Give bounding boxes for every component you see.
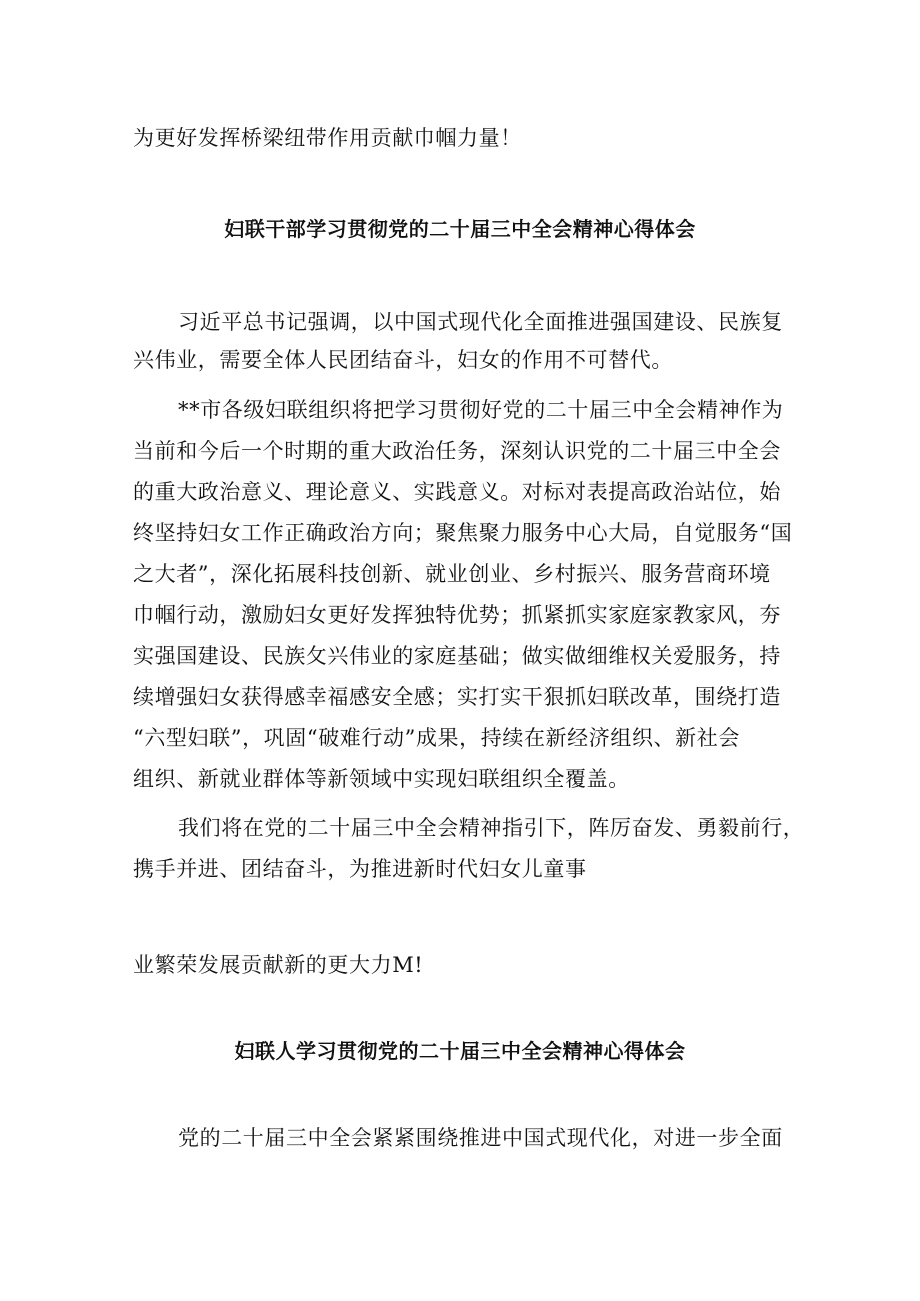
section1-title: 妇联干部学习贯彻党的二十届三中全会精神心得体会 bbox=[224, 217, 696, 241]
opening-line: 为更好发挥桥梁纽带作用贡献巾帼力量！ bbox=[133, 126, 522, 150]
section2-line-1: 党的二十届三中全会紧紧围绕推进中国式现代化，对进一步全面 bbox=[178, 1126, 783, 1150]
section1-line-15: 业繁荣发展贡献新的更大力M! bbox=[133, 953, 424, 977]
section1-line-13: 我们将在党的二十届三中全会精神指引下，阵厉奋发、勇毅前行， bbox=[178, 816, 805, 840]
section1-line-1: 习近平总书记强调，以中国式现代化全面推进强国建设、民族复 bbox=[178, 310, 783, 334]
section1-line-5: 的重大政治意义、理论意义、实践意义。对标对表提高政治站位，始 bbox=[133, 480, 781, 504]
section1-line-7: 之大者”，深化拓展科技创新、就业创业、乡村振兴、服务营商环境 bbox=[133, 562, 771, 586]
section1-line-14: 携手并进、团结奋斗，为推进新时代妇女儿童事 bbox=[133, 857, 587, 881]
section1-line-10: 续增强妇女获得感幸福感安全感；实打实干狠抓妇联改革，围绕打造 bbox=[133, 685, 781, 709]
section1-line-9: 实强国建设、民族攵兴伟业的家庭基础；做实做细维权关爱服务，持 bbox=[133, 644, 781, 668]
section1-line-4: 当前和今后一个时期的重大政治任务，深刻认识党的二十届三中全会 bbox=[133, 439, 781, 463]
section1-line-3: **市各级妇联组织将把学习贯彻好党的二十届三中全会精神作为 bbox=[178, 398, 784, 422]
section1-line-6: 终坚持妇女工作正确政治方向；聚焦聚力服务中心大局，自觉服务“国 bbox=[133, 521, 793, 545]
section1-line-8: 巾帼行动，激励妇女更好发挥独特优势；抓紧抓实家庭家教家风，夯 bbox=[133, 603, 781, 627]
section1-line-11: “六型妇联”，巩固“破难行动”成果，持续在新经济组织、新社会 bbox=[133, 726, 740, 750]
section1-line-2: 兴伟业，需要全体人民团结奋斗，妇女的作用不可替代。 bbox=[133, 348, 673, 372]
section1-line-12: 组织、新就业群体等新领域中实现妇联组织全覆盖。 bbox=[133, 767, 630, 791]
section2-title: 妇联人学习贯彻党的二十届三中全会精神心得体会 bbox=[234, 1039, 686, 1063]
